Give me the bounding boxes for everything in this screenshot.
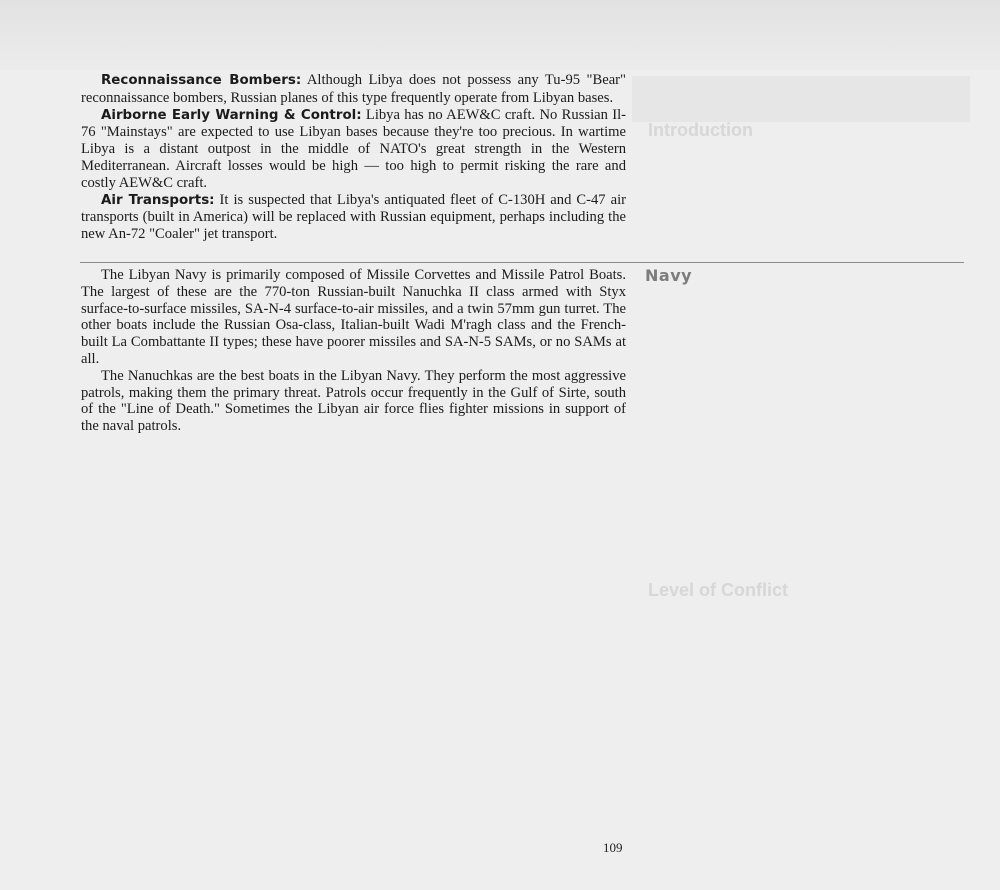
term-label: Reconnaissance Bombers: — [101, 73, 302, 88]
page-number: 109 — [603, 840, 623, 855]
section-divider — [80, 262, 964, 263]
paragraph-body: Although Libya does not possess any Tu-95 "Bear" reconnaissance bombers, Russian planes of this type frequently operate from Libyan bases. — [81, 72, 626, 106]
bleed-through-heading: Introduction — [648, 120, 753, 140]
term-label: Air Transports: — [101, 192, 215, 208]
navy-text-block — [81, 267, 626, 435]
paragraph-air-transports — [81, 192, 626, 243]
paragraph-aewc — [81, 107, 626, 192]
paragraph-navy-composition: The Libyan Navy is primarily composed of Missile Corvettes and Missile Patrol Boats. The largest of these are the 770-ton Russian-built Nanuchka II class armed with Styx surface-to-surface missiles, SA-N-4 surface-to-air missiles, and a twin 57mm gun turret. The other boats include the Russian Osa-class, Italian-built Wadi M'ragh class and the French-built La Combattante II types; these have poorer missiles and SA-N-5 SAMs, or no SAMs at all. — [81, 267, 626, 367]
paragraph-navy-nanuchkas: The Nanuchkas are the best boats in the Libyan Navy. They perform the most aggressive patrols, making them the primary threat. Patrols occur frequently in the Gulf of Sirte, south of the "Line of Death." Sometimes the Libyan air force flies fighter missions in support of the naval patrols. — [81, 367, 626, 435]
paragraph-reconnaissance-bombers — [81, 72, 626, 107]
bleed-through-heading: Level of Conflict — [648, 580, 789, 600]
margin-band — [632, 76, 970, 122]
section-heading-navy: Navy — [645, 266, 693, 285]
paragraph-body: It is suspected that Libya's antiquated fleet of C-130H and C-47 air transports (built in America) will be replaced with Russian equipment, perhaps including the new An-72 "Coaler" jet transport. — [81, 191, 627, 243]
air-forces-text-block — [81, 72, 626, 243]
term-label: Airborne Early Warning & Control: — [101, 107, 362, 123]
paragraph-body: Libya has no AEW&C craft. No Russian Il-76 "Mainstays" are expected to use Libyan bases because they're too precious. In wartime Libya is a distant outpost in the middle of NATO's great strength in the Western Mediterranean. Aircraft losses would be high — too high to permit risking the rare and costly AEW&C craft. — [81, 106, 626, 191]
scan-shadow — [0, 0, 1000, 70]
